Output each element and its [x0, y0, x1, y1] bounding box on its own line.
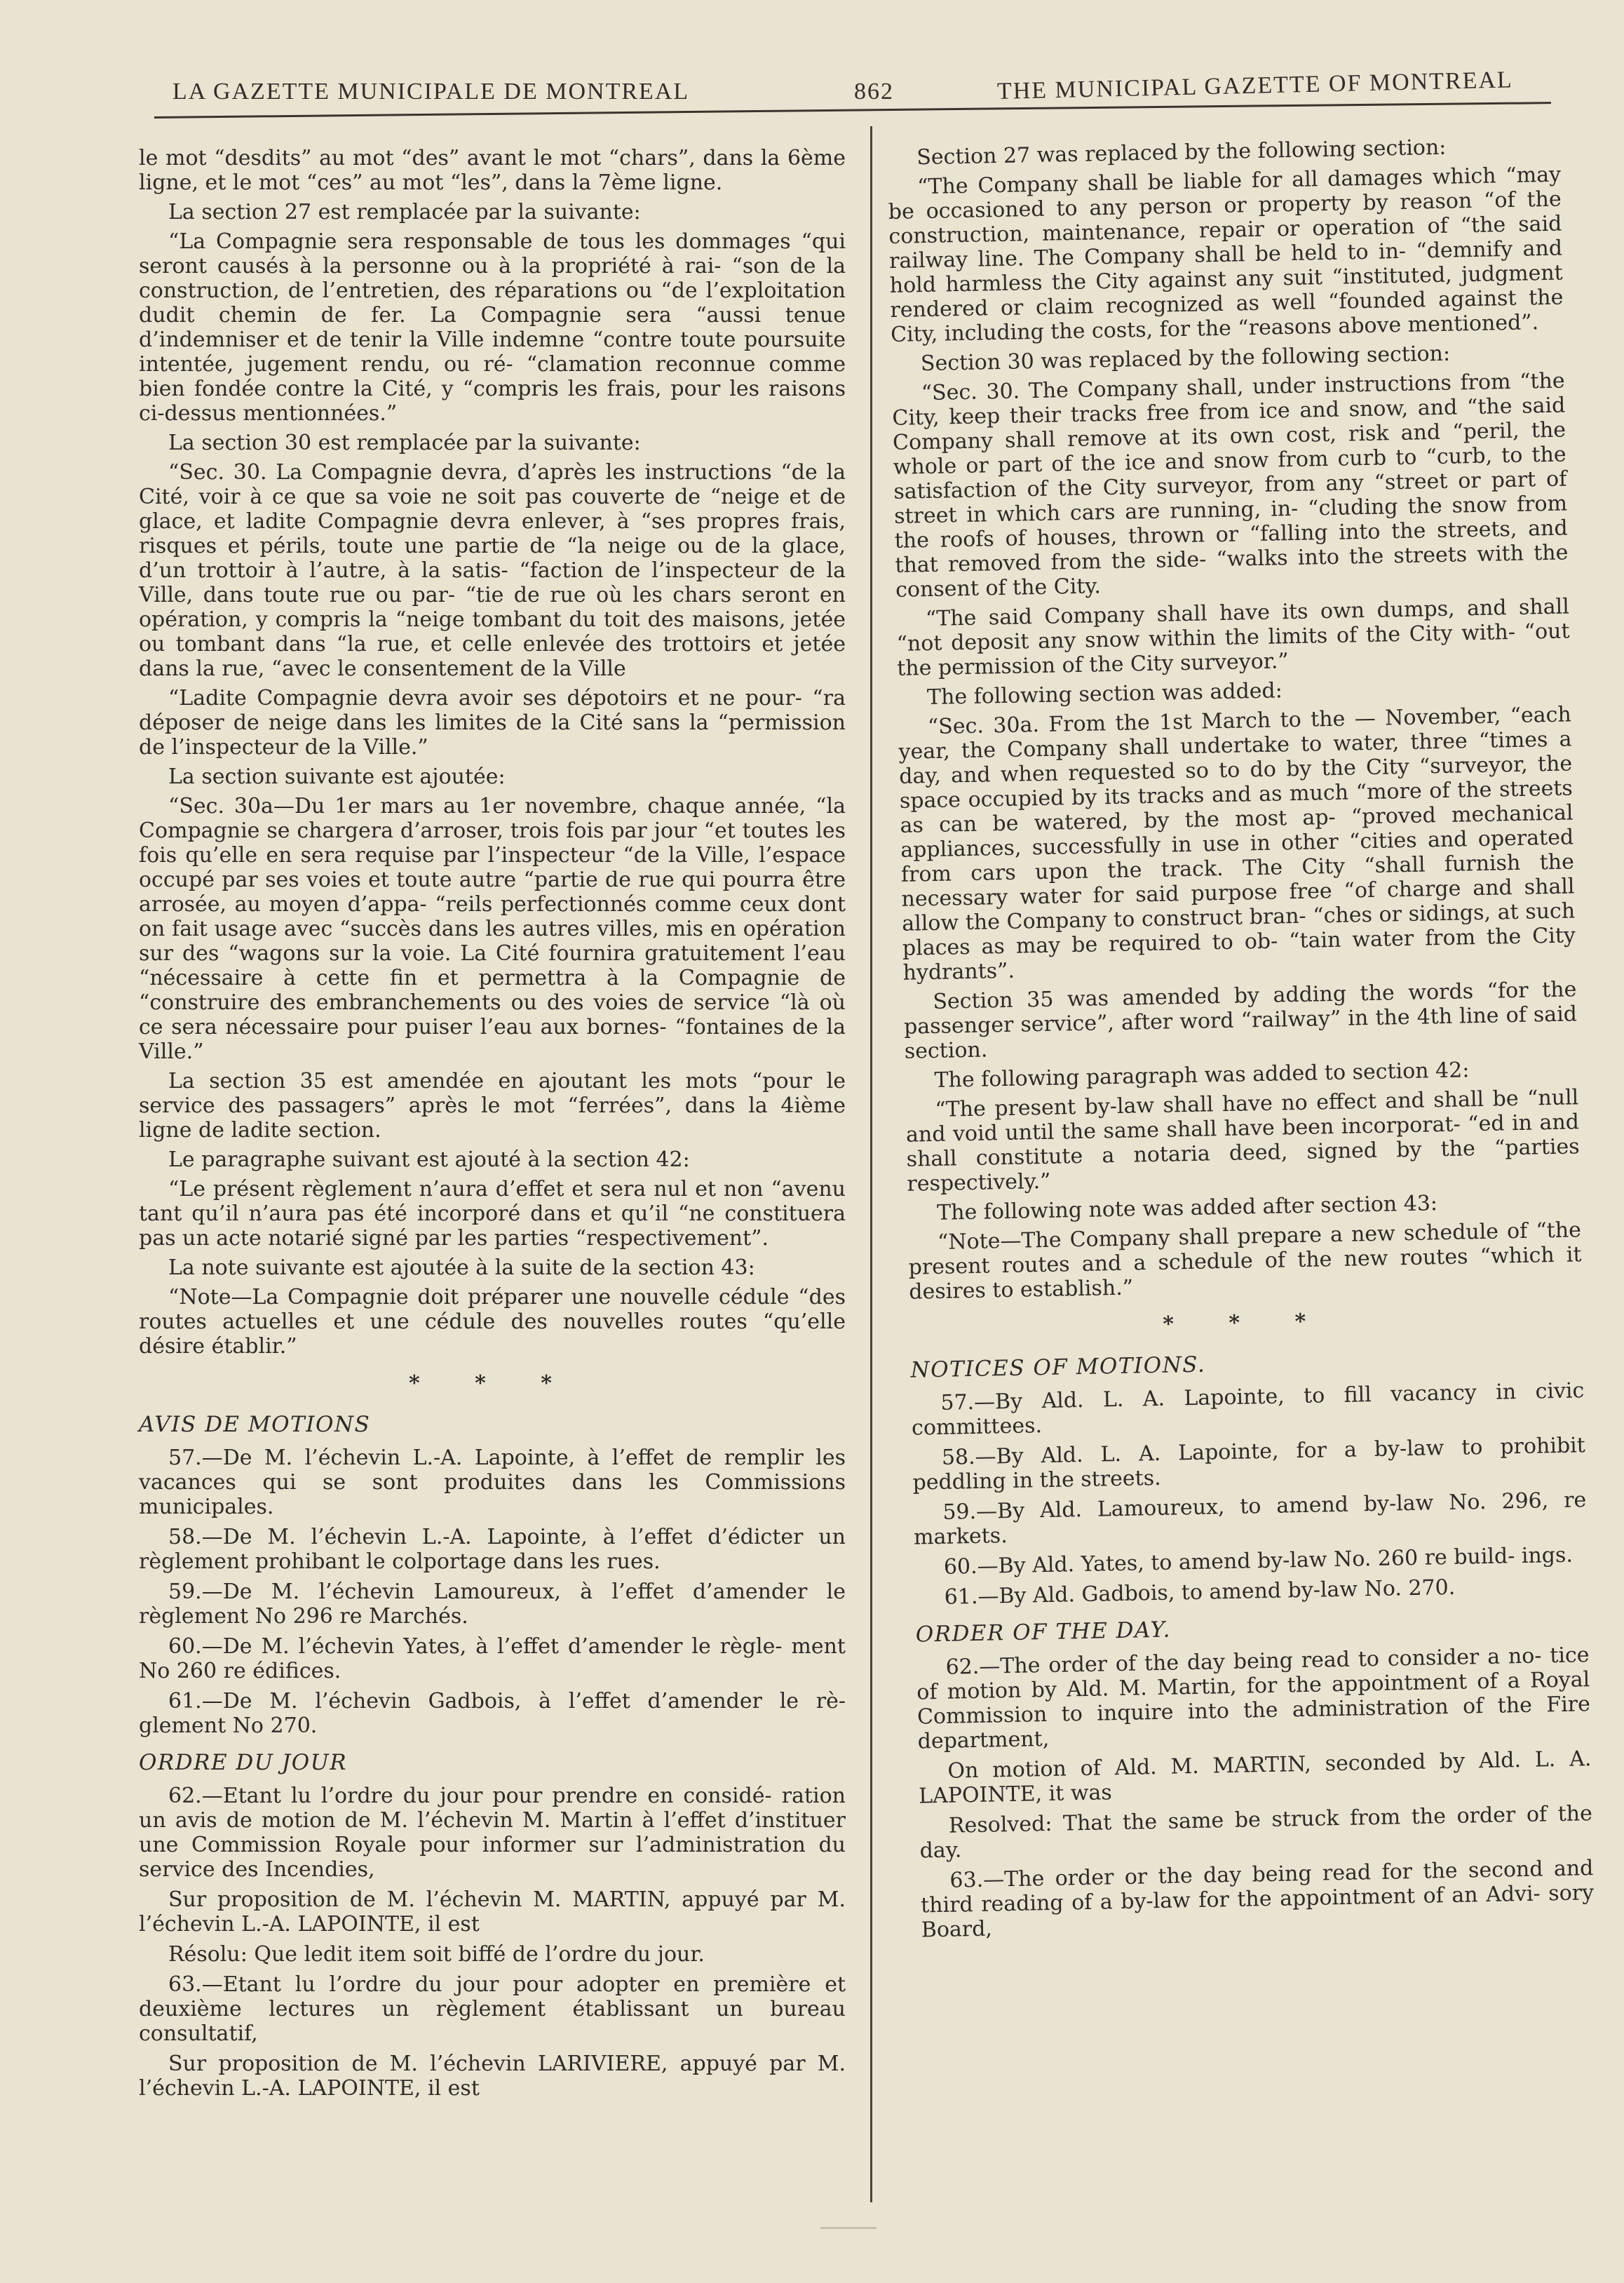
paragraph: La note suivante est ajoutée à la suite de la section 43:: [168, 1255, 755, 1280]
quoted-section: “Note—The Company shall prepare a new schedule of “the present routes and a schedule of the new routes “which it desires to establish.”: [908, 1218, 1582, 1305]
header-right-title: THE MUNICIPAL GAZETTE OF MONTREAL: [996, 67, 1514, 105]
paragraph: La section 30 est remplacée par la suivante:: [168, 431, 641, 455]
paragraph: La section suivante est ajoutée:: [168, 765, 506, 789]
order-item: Sur proposition de M. l’échevin LARIVIERE, appuyé par M. l’échevin L.-A. LAPOINTE, il est: [139, 2052, 846, 2101]
quoted-section: “Sec. 30. The Company shall, under instructions from “the City, keep their tracks free from ice and snow, and “the said Company shall remove at its own cost, risk and “peril, the whole or part of the ice and snow from curb to “curb, to the satisfaction of the City surveyor, from any “street or part of street in which cars are running, in- “cluding the snow from the roofs of houses, thrown or “falling into the streets, and that removed from the side- “walks into the streets with the consent of the City.: [892, 368, 1569, 602]
paragraph: Section 35 was amended by adding the words “for the passenger service”, after word “railway” in the 4th line of said section.: [903, 977, 1578, 1064]
motion-item: 61.—De M. l’échevin Gadbois, à l’effet d’amender le rè- glement No 270.: [139, 1689, 846, 1738]
order-item: 63.—Etant lu l’ordre du jour pour adopter en première et deuxième lectures un règlement établissant un bureau consultatif,: [139, 1972, 846, 2046]
quoted-section: “Sec. 30. La Compagnie devra, d’après les instructions “de la Cité, voir à ce que sa voie ne soit pas couverte de “neige et de glace, et ladite Compagnie devra enlever, à “ses propres frais, risques et périls, toute une partie de “la neige ou de la glace, d’un trottoir à l’autre, à la satis- “faction de l’inspecteur de la Ville, dans toute rue ou par- “tie de rue où les chars seront en opération, y compris la “neige tombant du toit des maisons, jetée ou tombant dans “la rue, et celle enlevée des trottoirs et jetée dans la rue, “avec le consentement de la Ville: [139, 460, 846, 681]
paragraph: The following section was added:: [926, 678, 1283, 711]
paragraph: La section 27 est remplacée par la suivante:: [168, 200, 641, 224]
motion-item: 60.—By Ald. Yates, to amend by-law No. 260 re build- ings.: [943, 1542, 1574, 1580]
quoted-section: “Note—La Compagnie doit préparer une nouvelle cédule “des routes actuelles et une cédule des nouvelles routes “qu’elle désire établir.”: [139, 1285, 846, 1359]
paragraph: The following paragraph was added to section 42:: [934, 1058, 1470, 1093]
header-left-title: LA GAZETTE MUNICIPALE DE MONTREAL: [172, 79, 690, 105]
paragraph: La section 35 est amendée en ajoutant les mots “pour le service des passagers” après le mot “ferrées”, dans la 4ième ligne de ladite section.: [139, 1069, 846, 1143]
french-column: [139, 146, 846, 2106]
column-divider: [870, 126, 872, 2202]
paragraph: Section 30 was replaced by the following section:: [920, 341, 1451, 377]
motion-item: 60.—De M. l’échevin Yates, à l’effet d’amender le règle- ment No 260 re édifices.: [139, 1634, 846, 1683]
motion-item: 58.—De M. l’échevin L.-A. Lapointe, à l’effet d’édicter un règlement prohibant le colportage dans les rues.: [139, 1525, 846, 1574]
order-heading: ORDRE DU JOUR: [139, 1750, 348, 1775]
quoted-section: “La Compagnie sera responsable de tous les dommages “qui seront causés à la personne ou à la propriété à rai- “son de la construction, de l’entretien, des réparations ou “de l’exploitation dudit chemin de fer. La Compagnie sera “aussi tenue d’indemniser et de tenir la Ville indemne “contre toute poursuite intentée, jugement rendu, ou ré- “clamation reconnue comme bien fondée contre la Cité, y “compris les frais, pour les raisons ci-dessus mentionnées.”: [139, 229, 846, 426]
order-item: 63.—The order or the day being read for the second and third reading of a by-law for the appointment of an Advi- sory Board,: [920, 1856, 1595, 1943]
motions-heading: NOTICES OF MOTIONS.: [910, 1352, 1206, 1383]
paragraph: Le paragraphe suivant est ajouté à la section 42:: [168, 1147, 690, 1172]
order-item: Resolved: That the same be struck from the order of the day.: [919, 1801, 1593, 1864]
paragraph: Section 27 was replaced by the following section:: [916, 135, 1447, 170]
order-item: On motion of Ald. M. MARTIN, seconded by Ald. L. A. LAPOINTE, it was: [918, 1746, 1592, 1809]
quoted-section: “Ladite Compagnie devra avoir ses dépotoirs et ne pour- “ra déposer de neige dans les limites de la Cité sans la “permission de l’inspecteur de la Ville.”: [139, 686, 846, 760]
quoted-section: “The present by-law shall have no effect and shall be “null and void until the same shall have been incorporat- “ed in and shall constitute a notaria deed, signed by the “parties respectively.”: [905, 1085, 1580, 1197]
motion-item: 57.—De M. l’échevin L.-A. Lapointe, à l’effet de remplir les vacances qui se sont produites dans les Commissions municipales.: [139, 1446, 846, 1519]
section-separator: * * *: [1163, 1309, 1330, 1337]
order-item: Résolu: Que ledit item soit biffé de l’ordre du jour.: [168, 1942, 705, 1967]
paragraph: The following note was added after section 43:: [936, 1191, 1438, 1225]
quoted-section: “The said Company shall have its own dumps, and shall “not deposit any snow within the limits of the City with- “out the permission of the City surveyor.”: [896, 594, 1570, 681]
english-column: [887, 133, 1595, 1948]
motion-item: 61.—By Ald. Gadbois, to amend by-law No. 270.: [944, 1575, 1456, 1610]
quoted-section: “Sec. 30a. From the 1st March to the — November, “each year, the Company shall undertake to water, three “times a day, and when requested so to do by the City “surveyor, the space occupied by its tracks and as much “more of the streets as can be watered, by the most ap- “proved mechanical appliances, successfully in use in other “cities and operated from cars upon the track. The City “shall furnish the necessary water for said purpose free “of charge and shall allow the Company to construct bran- “ches or sidings, at such places as may be required to ob- “tain water from the City hydrants”.: [898, 702, 1576, 985]
quoted-section: “The Company shall be liable for all damages which “may be occasioned to any person or property by reason “of the construction, maintenance, repair or operation of “the said railway line. The Company shall be held to in- “demnify and hold harmless the City against any suit “instituted, judgment rendered or claim recognized as well “founded against the City, including the costs, for the “reasons above mentioned”.: [888, 162, 1564, 347]
order-item: Sur proposition de M. l’échevin M. MARTIN, appuyé par M. l’échevin L.-A. LAPOINTE, il est: [139, 1887, 846, 1937]
paragraph: le mot “desdits” au mot “des” avant le mot “chars”, dans la 6ème ligne, et le mot “ces” au mot “les”, dans la 7ème ligne.: [139, 146, 846, 195]
print-smudge: [820, 2227, 877, 2229]
order-item: 62.—The order of the day being read to consider a no- tice of motion by Ald. M. Martin, for the appointment of a Royal Commission to inquire into the administration of the Fire department,: [916, 1643, 1591, 1754]
quoted-section: “Sec. 30a—Du 1er mars au 1er novembre, chaque année, “la Compagnie se chargera d’arroser, trois fois par jour “et toutes les fois qu’elle en sera requise par l’inspecteur “de la Ville, l’espace occupé par ses voies et toute autre “partie de rue qui pourra être arrosée, au moyen d’appa- “reils perfectionnés comme ceux dont on fait usage avec “succès dans les autres villes, mis en opération sur des “wagons sur la voie. La Cité fournira gratuitement l’eau “nécessaire à cette fin et permettra à la Compagnie de “construire des embranchements ou des voies de service “là où ce sera nécessaire pour puiser l’eau aux bornes- “fontaines de la Ville.”: [139, 794, 846, 1064]
motion-item: 58.—By Ald. L. A. Lapointe, for a by-law to prohibit peddling in the streets.: [912, 1433, 1586, 1495]
section-separator: * * *: [409, 1371, 576, 1396]
order-heading: ORDER OF THE DAY.: [915, 1617, 1172, 1648]
motion-item: 59.—De M. l’échevin Lamoureux, à l’effet d’amender le règlement No 296 re Marchés.: [139, 1580, 846, 1629]
motion-item: 57.—By Ald. L. A. Lapointe, to fill vacancy in civic committees.: [911, 1378, 1585, 1441]
quoted-section: “Le présent règlement n’aura d’effet et sera nul et non “avenu tant qu’il n’aura pas été incorporé dans et qu’il “ne constituera pas un acte notarié signé par les parties “respectivement”.: [139, 1177, 846, 1251]
motions-heading: AVIS DE MOTIONS: [139, 1412, 371, 1437]
order-item: 62.—Etant lu l’ordre du jour pour prendre en considé- ration un avis de motion de M. l’échevin M. Martin à l’effet d’instituer une Commission Royale pour informer sur l’administration du service des Incendies,: [139, 1784, 846, 1882]
motion-item: 59.—By Ald. Lamoureux, to amend by-law No. 296, re markets.: [913, 1488, 1587, 1550]
page-number: 862: [854, 79, 894, 105]
